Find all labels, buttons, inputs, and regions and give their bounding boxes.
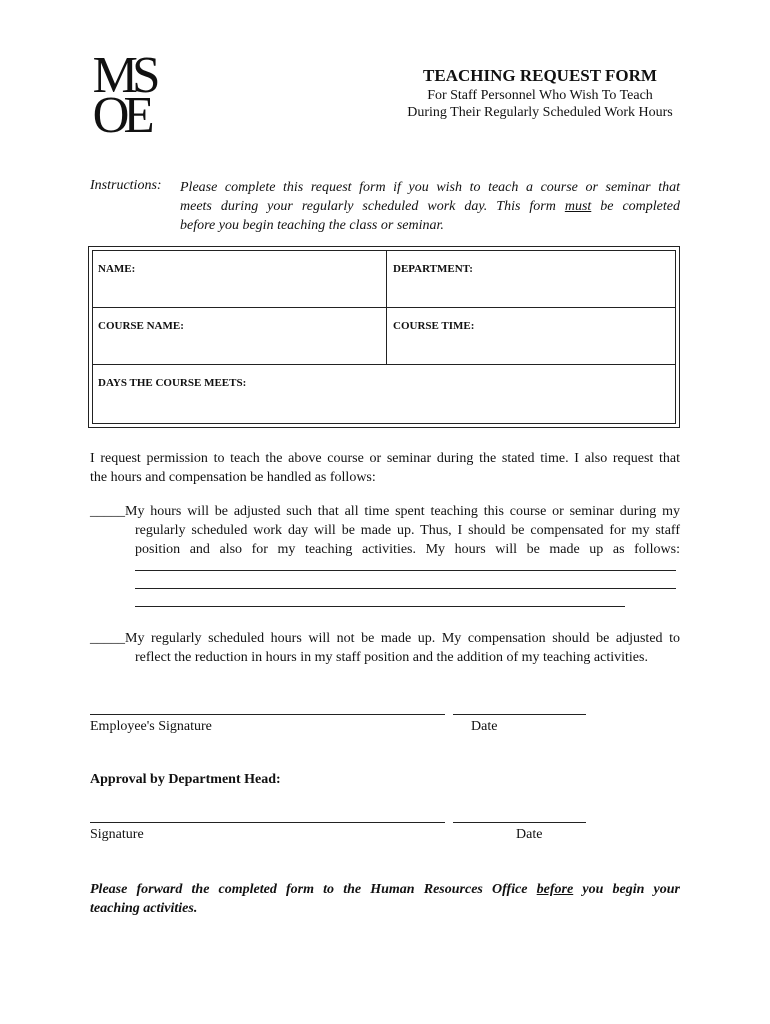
row-divider-1 [93, 307, 675, 308]
footer-line-2: teaching activities. [90, 901, 198, 916]
name-field[interactable]: NAME: [98, 263, 136, 275]
footer-line-1-pre: Please forward the completed form to the Human Resources Office [90, 882, 537, 897]
option-1-line-2: regularly scheduled work day will be made up. Thus, I should be compensated for my staff [135, 523, 680, 538]
form-title: TEACHING REQUEST FORM [423, 66, 657, 85]
days-course-meets-field[interactable]: DAYS THE COURSE MEETS: [98, 377, 247, 389]
option-2-checkbox-blank[interactable]: _____ [90, 631, 125, 646]
department-head-signature-line[interactable] [90, 822, 445, 823]
footer-line-1 [90, 880, 680, 899]
instructions-line-2-post: be completed [591, 199, 680, 214]
instructions-line-3: before you begin teaching the class or seminar. [180, 218, 444, 233]
course-name-field[interactable]: COURSE NAME: [98, 320, 184, 332]
logo-line-1: MS [92, 47, 155, 104]
option-2-line-2: reflect the reduction in hours in my staff position and the addition of my teaching activities. [135, 650, 648, 665]
employee-signature-line[interactable] [90, 714, 445, 715]
option-1-text-1: My hours will be adjusted such that all time spent teaching this course or seminar during my [125, 504, 680, 519]
instructions-label: Instructions: [90, 178, 162, 193]
logo-line-2: OE [92, 87, 149, 144]
form-subtitle-2: During Their Regularly Scheduled Work Hours [407, 105, 673, 120]
option-1-continued [135, 521, 680, 559]
instructions-line-1: Please complete this request form if you wish to teach a course or seminar that [180, 180, 680, 195]
instructions-line-2-pre: meets during your regularly scheduled work day. This form [180, 199, 565, 214]
option-2-text-1: My regularly scheduled hours will not be made up. My compensation should be adjusted to [125, 631, 680, 646]
makeup-hours-line-2[interactable] [135, 588, 676, 589]
makeup-hours-line-3[interactable] [135, 606, 625, 607]
request-details-box [88, 246, 680, 428]
department-head-date-label: Date [516, 827, 543, 842]
footer-before: before [536, 882, 574, 897]
option-2 [90, 629, 680, 648]
instructions-line-2 [180, 197, 680, 216]
footer-line-1-post: you begin your [573, 882, 681, 897]
option-2-line-1 [90, 629, 680, 648]
footer-note [90, 880, 680, 918]
option-1-line-3: position and also for my teaching activities. My hours will be made up as follows: [135, 542, 680, 557]
option-2-continued [135, 648, 680, 667]
form-subtitle-1: For Staff Personnel Who Wish To Teach [427, 88, 653, 103]
department-field[interactable]: DEPARTMENT: [393, 263, 473, 275]
employee-date-label: Date [471, 719, 498, 734]
employee-signature-label: Employee's Signature [90, 719, 212, 734]
course-time-field[interactable]: COURSE TIME: [393, 320, 475, 332]
makeup-hours-line-1[interactable] [135, 570, 676, 571]
approval-heading: Approval by Department Head: [90, 772, 281, 787]
department-head-signature-label: Signature [90, 827, 144, 842]
option-1 [90, 502, 680, 521]
row-divider-2 [93, 364, 675, 365]
request-details-inner [92, 250, 676, 424]
department-head-date-line[interactable] [453, 822, 586, 823]
instructions-text [180, 178, 680, 235]
request-line-2: the hours and compensation be handled as follows: [90, 470, 376, 485]
employee-date-line[interactable] [453, 714, 586, 715]
option-1-checkbox-blank[interactable]: _____ [90, 504, 125, 519]
option-1-line-1 [90, 502, 680, 521]
request-paragraph [90, 449, 680, 487]
instructions-must: must [564, 199, 592, 214]
request-line-1: I request permission to teach the above course or seminar during the stated time. I also request that [90, 451, 680, 466]
